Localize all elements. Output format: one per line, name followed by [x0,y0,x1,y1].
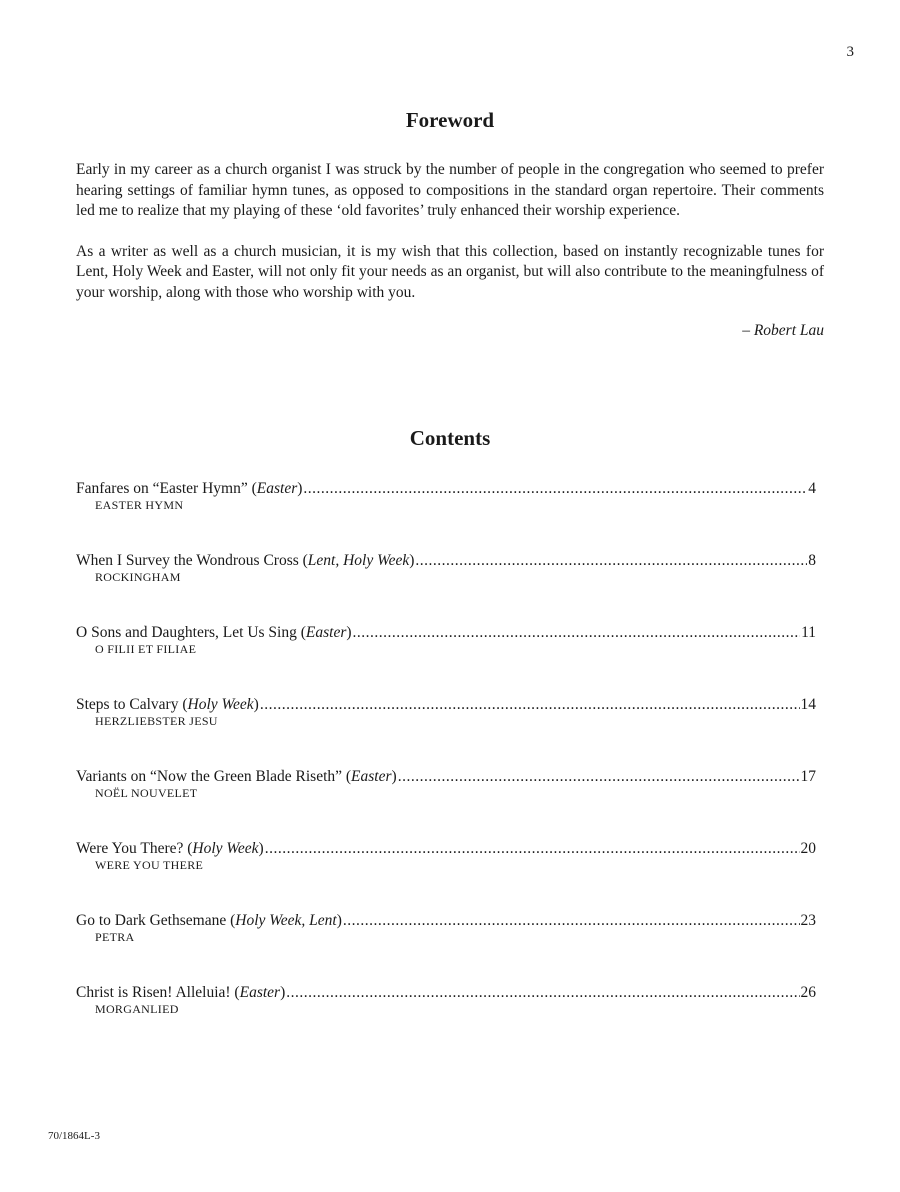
foreword-paragraph: As a writer as well as a church musician, it is my wish that this collection, based on instantly recognizable tunes for Lent, Holy Week and Easter, will not only fit your needs as an organist, but will also contribute to the meaningfulness of your worship, along with those who worship with you. [76,242,824,301]
toc-entry-tune: EASTER HYMN [95,498,184,512]
toc-entry-page: 11 [801,624,816,641]
toc-entry-season: Easter [351,768,392,785]
toc-entry-season: Easter [256,480,298,497]
toc-entry [76,983,816,1055]
toc-entry-tune: PETRA [95,930,135,944]
toc-entry-title: Variants on “Now the Green Blade Riseth” (Easter) [76,768,397,785]
toc-entry [76,767,816,839]
toc-dot-leader [343,911,800,930]
toc-entry [76,911,816,983]
contents-title: Contents [409,426,491,450]
toc-entry-title: Were You There? (Holy Week) [76,840,264,857]
foreword-paragraph: Early in my career as a church organist I was struck by the number of people in the congregation who seemed to prefer hearing settings of familiar hymn tunes, as opposed to compositions in the standard organ repertoire. Their comments led me to realize that my playing of these ‘old favorites’ truly enhanced their worship experience. [76,161,824,219]
toc-entry-page: 20 [800,840,816,857]
toc-dot-leader [303,479,807,498]
toc-entry [76,479,816,551]
foreword-signature: – Robert Lau [742,322,824,339]
toc-entry-season: Holy Week, Lent [235,912,337,929]
toc-entry-page: 23 [800,912,816,929]
toc-entry-season: Holy Week [187,696,254,713]
toc-entry-tune: ROCKINGHAM [95,570,181,584]
toc-entry-title: When I Survey the Wondrous Cross (Lent, Holy Week) [76,552,415,569]
foreword-body [76,160,824,323]
table-of-contents [76,479,816,1055]
toc-entry-tune: HERZLIEBSTER JESU [95,714,218,728]
toc-entry-page: 17 [800,768,816,785]
toc-dot-leader [415,551,807,570]
toc-entry-season: Easter [239,984,281,1001]
toc-dot-leader [398,767,800,786]
toc-entry [76,839,816,911]
toc-entry-title: Christ is Risen! Alleluia! (Easter) [76,984,286,1001]
toc-entry-page: 14 [800,696,816,713]
toc-entry-season: Holy Week [192,840,259,857]
toc-entry-title: Fanfares on “Easter Hymn” (Easter) [76,480,303,497]
toc-entry-tune: NOËL NOUVELET [95,786,198,800]
toc-entry-page: 8 [808,552,816,569]
foreword-title: Foreword [405,108,495,132]
toc-entry-season: Lent, Holy Week [307,552,410,569]
toc-entry-page: 26 [800,984,816,1001]
toc-entry-title: Go to Dark Gethsemane (Holy Week, Lent) [76,912,342,929]
toc-dot-leader [286,983,799,1002]
toc-dot-leader [260,695,800,714]
toc-entry [76,695,816,767]
toc-entry [76,623,816,695]
toc-entry [76,551,816,623]
catalog-number: 70/1864L-3 [48,1130,100,1142]
toc-entry-tune: MORGANLIED [95,1002,179,1016]
toc-entry-title: Steps to Calvary (Holy Week) [76,696,259,713]
toc-entry-title: O Sons and Daughters, Let Us Sing (Easter) [76,624,352,641]
toc-entry-tune: WERE YOU THERE [95,858,204,872]
toc-dot-leader [353,623,801,642]
toc-entry-season: Easter [305,624,347,641]
page-number: 3 [846,44,854,60]
toc-dot-leader [265,839,800,858]
toc-entry-tune: O FILII ET FILIAE [95,642,197,656]
toc-entry-page: 4 [808,480,816,497]
